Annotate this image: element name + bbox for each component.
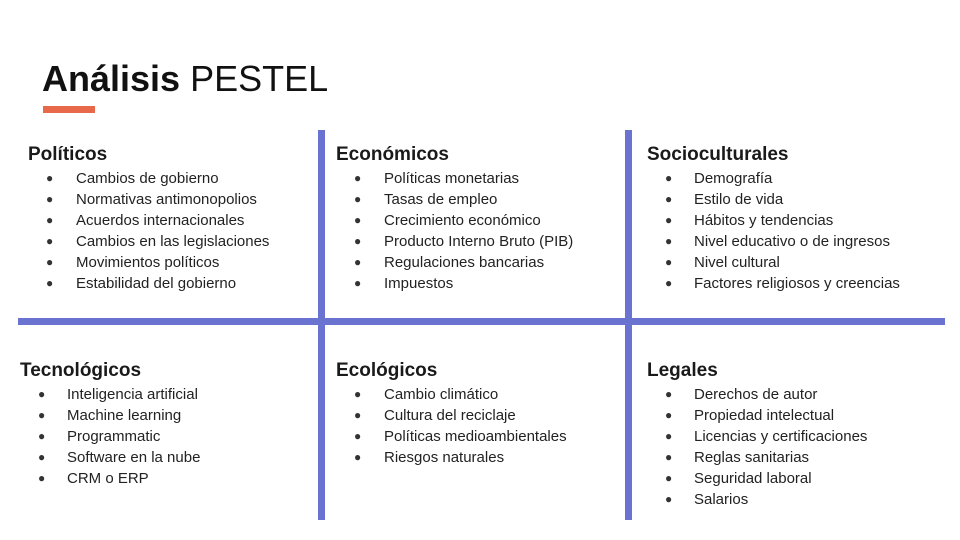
list-item: [336, 405, 567, 426]
bullet-icon: ●: [46, 255, 54, 269]
grid-divider-vertical-left: [318, 130, 325, 520]
list-item: [647, 231, 900, 252]
list-item-text: Demografía: [694, 170, 773, 187]
list-item: [336, 210, 573, 231]
list-item-text: Normativas antimonopolios: [76, 191, 257, 208]
quadrant-list: [336, 384, 567, 468]
list-item-text: Impuestos: [384, 275, 454, 292]
list-item: [336, 231, 573, 252]
bullet-icon: ●: [665, 255, 673, 269]
list-item-text: Inteligencia artificial: [67, 386, 198, 403]
list-item: [28, 273, 269, 294]
list-item-text: Machine learning: [67, 407, 182, 424]
list-item: [28, 252, 269, 273]
quadrant-heading: Económicos: [336, 144, 449, 165]
list-item: [647, 189, 900, 210]
list-item-text: Tasas de empleo: [384, 191, 498, 208]
list-item-text: Salarios: [694, 491, 749, 508]
page-title-bold: Análisis: [42, 58, 181, 99]
list-item-text: Hábitos y tendencias: [694, 212, 834, 229]
list-item-text: Políticas medioambientales: [384, 428, 567, 445]
list-item: [647, 168, 900, 189]
bullet-icon: ●: [665, 171, 673, 185]
bullet-icon: ●: [665, 492, 673, 506]
bullet-icon: ●: [665, 276, 673, 290]
quadrant-tecnologicos: [20, 360, 200, 489]
list-item-text: Riesgos naturales: [384, 449, 505, 466]
list-item: [647, 405, 867, 426]
list-item-text: Software en la nube: [67, 449, 201, 466]
list-item-text: Crecimiento económico: [384, 212, 541, 229]
bullet-icon: ●: [46, 234, 54, 248]
bullet-icon: ●: [46, 213, 54, 227]
bullet-icon: ●: [665, 408, 673, 422]
bullet-icon: ●: [665, 429, 673, 443]
list-item-text: Estabilidad del gobierno: [76, 275, 237, 292]
bullet-icon: ●: [354, 255, 362, 269]
list-item: [647, 384, 867, 405]
list-item: [647, 468, 867, 489]
list-item-text: Cambios en las legislaciones: [76, 233, 270, 250]
page-title-rest: PESTEL: [180, 58, 329, 99]
list-item-text: Licencias y certificaciones: [694, 428, 868, 445]
list-item: [647, 426, 867, 447]
quadrant-politicos: [28, 144, 269, 294]
list-item: [20, 405, 200, 426]
bullet-icon: ●: [665, 192, 673, 206]
list-item-text: Factores religiosos y creencias: [694, 275, 900, 292]
list-item: [20, 384, 200, 405]
list-item: [20, 426, 200, 447]
list-item-text: Acuerdos internacionales: [76, 212, 245, 229]
list-item: [336, 426, 567, 447]
list-item: [28, 168, 269, 189]
list-item-text: Derechos de autor: [694, 386, 818, 403]
list-item-text: Cultura del reciclaje: [384, 407, 516, 424]
bullet-icon: ●: [665, 450, 673, 464]
list-item-text: Propiedad intelectual: [694, 407, 835, 424]
list-item-text: Reglas sanitarias: [694, 449, 810, 466]
quadrant-heading: Socioculturales: [647, 144, 789, 165]
bullet-icon: ●: [38, 471, 46, 485]
list-item: [336, 189, 573, 210]
list-item: [20, 447, 200, 468]
grid-divider-vertical-right: [625, 130, 632, 520]
list-item-text: Estilo de vida: [694, 191, 784, 208]
bullet-icon: ●: [38, 408, 46, 422]
bullet-icon: ●: [46, 171, 54, 185]
quadrant-socioculturales: [647, 144, 900, 294]
list-item: [336, 384, 567, 405]
list-item-text: Nivel cultural: [694, 254, 780, 271]
list-item: [647, 210, 900, 231]
bullet-icon: ●: [354, 171, 362, 185]
list-item-text: Regulaciones bancarias: [384, 254, 545, 271]
list-item-text: Nivel educativo o de ingresos: [694, 233, 890, 250]
bullet-icon: ●: [354, 276, 362, 290]
bullet-icon: ●: [354, 192, 362, 206]
list-item: [336, 273, 573, 294]
quadrant-list: [647, 384, 867, 510]
quadrant-ecologicos: [336, 360, 567, 468]
list-item: [28, 210, 269, 231]
list-item-text: CRM o ERP: [67, 470, 149, 487]
list-item: [647, 273, 900, 294]
list-item-text: Cambios de gobierno: [76, 170, 219, 187]
list-item: [647, 447, 867, 468]
bullet-icon: ●: [38, 387, 46, 401]
bullet-icon: ●: [46, 192, 54, 206]
list-item: [28, 189, 269, 210]
bullet-icon: ●: [354, 450, 362, 464]
list-item-text: Producto Interno Bruto (PIB): [384, 233, 574, 250]
quadrant-list: [647, 168, 900, 294]
bullet-icon: ●: [354, 387, 362, 401]
bullet-icon: ●: [354, 213, 362, 227]
bullet-icon: ●: [46, 276, 54, 290]
list-item: [20, 468, 200, 489]
quadrant-legales: [647, 360, 867, 510]
quadrant-list: [20, 384, 200, 489]
quadrant-heading: Legales: [647, 360, 718, 381]
list-item-text: Seguridad laboral: [694, 470, 812, 487]
quadrant-heading: Ecológicos: [336, 360, 438, 381]
list-item: [336, 447, 567, 468]
quadrant-list: [336, 168, 573, 294]
bullet-icon: ●: [354, 408, 362, 422]
quadrant-list: [28, 168, 269, 294]
quadrant-economicos: [336, 144, 573, 294]
list-item-text: Movimientos políticos: [76, 254, 220, 271]
list-item: [647, 489, 867, 510]
bullet-icon: ●: [665, 387, 673, 401]
page-title: [42, 58, 328, 100]
quadrant-heading: Políticos: [28, 144, 108, 165]
bullet-icon: ●: [665, 471, 673, 485]
title-accent-bar: [43, 106, 95, 113]
list-item-text: Programmatic: [67, 428, 161, 445]
bullet-icon: ●: [354, 234, 362, 248]
quadrant-heading: Tecnológicos: [20, 360, 142, 381]
bullet-icon: ●: [665, 213, 673, 227]
list-item: [28, 231, 269, 252]
bullet-icon: ●: [38, 429, 46, 443]
list-item: [336, 168, 573, 189]
grid-divider-horizontal: [18, 318, 945, 325]
bullet-icon: ●: [38, 450, 46, 464]
bullet-icon: ●: [665, 234, 673, 248]
list-item-text: Cambio climático: [384, 386, 499, 403]
bullet-icon: ●: [354, 429, 362, 443]
list-item-text: Políticas monetarias: [384, 170, 520, 187]
list-item: [647, 252, 900, 273]
list-item: [336, 252, 573, 273]
